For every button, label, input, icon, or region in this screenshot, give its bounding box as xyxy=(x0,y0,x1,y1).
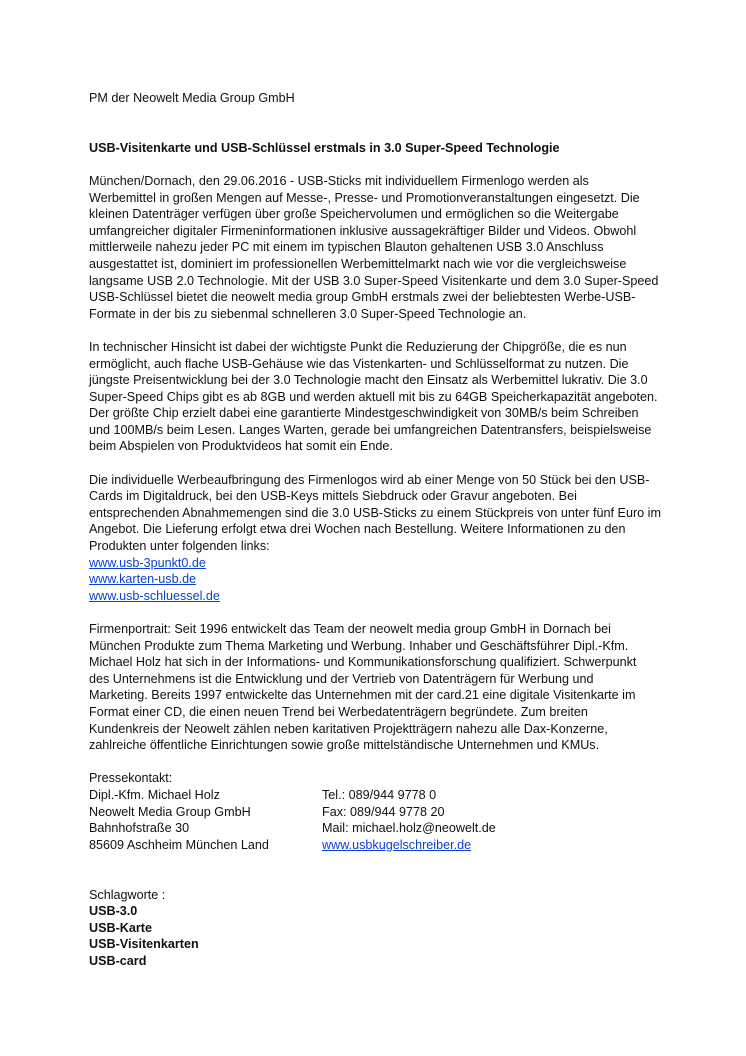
contact-mail: Mail: michael.holz@neowelt.de xyxy=(322,821,496,836)
text-line: Der größte Chip erzielt dabei eine garantierte Mindestgeschwindigkeit von 30MB/s beim Schreiben xyxy=(89,406,639,421)
text-line: kleinen Datenträger verfügen über große Speichervolumen und ermöglichen so die Weitergabe xyxy=(89,207,619,222)
keywords xyxy=(89,887,669,970)
text-line: Super-Speed Chips gibt es ab 8GB und werden aktuell mit bis zu 64GB Speicherkapazität angeboten. xyxy=(89,389,658,404)
text-line: entsprechenden Abnahmemengen sind die 3.0 USB-Sticks zu einem Stückpreis von unter fünf Euro im xyxy=(89,505,661,520)
text-line: München Produkte zum Thema Marketing und Werbung. Inhaber und Geschäftsführer Dipl.-Kfm. xyxy=(89,638,629,653)
text-line: jüngste Preisentwicklung bei der 3.0 Technologie macht den Einsatz als Werbemittel lukrativ. Die 3.0 xyxy=(89,373,648,388)
keyword-item: USB-3.0 xyxy=(89,904,138,919)
text-line: Angebot. Die Lieferung erfolgt etwa drei Wochen nach Bestellung. Weitere Informationen zu den xyxy=(89,522,626,537)
contact-website-link[interactable]: www.usbkugelschreiber.de xyxy=(322,837,472,852)
text-line: Firmenportrait: Seit 1996 entwickelt das Team der neowelt media group GmbH in Dornach bei xyxy=(89,622,611,636)
text-line: und 100MB/s beim Lesen. Langes Warten, gerade bei umfangreichen Datentransfers, beispielsweise xyxy=(89,422,652,437)
contact-phone: Tel.: 089/944 9778 0 xyxy=(322,787,437,802)
text-line: In technischer Hinsicht ist dabei der wichtigste Punkt die Reduzierung der Chipgröße, die es nun xyxy=(89,339,627,354)
paragraph-company-portrait xyxy=(89,621,669,754)
contact-city: 85609 Aschheim München Land xyxy=(89,837,269,852)
keyword-item: USB-Karte xyxy=(89,920,152,935)
text-line: Werbemittel in großen Mengen auf Messe-, Presse- und Promotionveranstaltungen eingesetzt. Die xyxy=(89,190,640,205)
text-line: zahlreiche öffentliche Einrichtungen sowie große mittelständische Unternehmen und KMUs. xyxy=(89,738,600,753)
document-body xyxy=(89,90,669,969)
link-usb-schluessel[interactable]: www.usb-schluessel.de xyxy=(89,588,220,603)
source-line: PM der Neowelt Media Group GmbH xyxy=(89,91,295,105)
text-line: beim Abspielen von Produktvideos hat somit ein Ende. xyxy=(89,439,393,454)
text-line: Marketing. Bereits 1997 entwickelte das Unternehmen mit der card.21 eine digitale Visitenkarte im xyxy=(89,688,636,703)
paragraph-branding xyxy=(89,472,669,605)
link-karten-usb[interactable]: www.karten-usb.de xyxy=(89,572,197,587)
text-line: Format einer CD, die einen neuen Trend bei Werbedatenträgern begründete. Zum breiten xyxy=(89,704,588,719)
text-line: mittlerweile nahezu jeder PC mit einem im typischen Blauton gehaltenen USB 3.0 Anschluss xyxy=(89,240,604,255)
keyword-item: USB-Visitenkarten xyxy=(89,937,199,952)
text-line: ermöglicht, auch flache USB-Gehäuse wie das Vistenkarten- und Schlüsselformat zu nutzen. Die xyxy=(89,356,629,371)
text-line: München/Dornach, den 29.06.2016 - USB-Sticks mit individuellem Firmenlogo werden als xyxy=(89,173,589,188)
text-line: des Unternehmens ist die Entwicklung und der Vertrieb von Datenträgern für Werbung und xyxy=(89,671,594,686)
contact-street: Bahnhofstraße 30 xyxy=(89,821,190,836)
text-line: USB-Schlüssel bietet die neowelt media group GmbH erstmals zwei der beliebtesten Werbe-USB- xyxy=(89,290,636,305)
paragraph-technical xyxy=(89,339,669,455)
text-line: langsame USB 2.0 Technologie. Mit der USB 3.0 Super-Speed Visitenkarte und dem 3.0 Super-Speed xyxy=(89,273,659,288)
contact-details xyxy=(322,787,669,853)
link-usb-3punkt0[interactable]: www.usb-3punkt0.de xyxy=(89,555,206,570)
press-contact-label: Pressekontakt: xyxy=(89,771,173,786)
text-line: umfangreicher digitaler Firmeninformationen inklusive aussagekräftiger Bilder und Videos. Obwohl xyxy=(89,223,637,238)
text-line: Kundenkreis der Neowelt zählen neben karitativen Projektträgern nahezu alle Dax-Konzerne, xyxy=(89,721,608,736)
text-line: Produkten unter folgenden links: xyxy=(89,539,270,554)
keyword-item: USB-card xyxy=(89,953,147,968)
paragraph-intro xyxy=(89,173,669,322)
headline: USB-Visitenkarte und USB-Schlüssel erstmals in 3.0 Super-Speed Technologie xyxy=(89,140,560,155)
contact-address xyxy=(89,787,322,853)
contact-fax: Fax: 089/944 9778 20 xyxy=(322,804,445,819)
text-line: ausgestattet ist, dominiert im professionellen Werbemittelmarkt nach wie vor die vergleichsweise xyxy=(89,256,627,271)
text-line: Formate in der bis zu siebenmal schnelleren 3.0 Super-Speed Technologie an. xyxy=(89,306,527,321)
text-line: Michael Holz hat sich in der Informations- und Kommunikationsforschung qualifiziert. Schwerpunkt xyxy=(89,655,637,670)
text-line: Die individuelle Werbeaufbringung des Firmenlogos wird ab einer Menge von 50 Stück bei den USB- xyxy=(89,472,650,487)
contact-name: Dipl.-Kfm. Michael Holz xyxy=(89,787,220,802)
contact-company: Neowelt Media Group GmbH xyxy=(89,804,251,819)
press-contact xyxy=(89,770,669,853)
keywords-label: Schlagworte : xyxy=(89,887,166,902)
text-line: Cards im Digitaldruck, bei den USB-Keys mittels Siebdruck oder Gravur angeboten. Bei xyxy=(89,489,577,504)
